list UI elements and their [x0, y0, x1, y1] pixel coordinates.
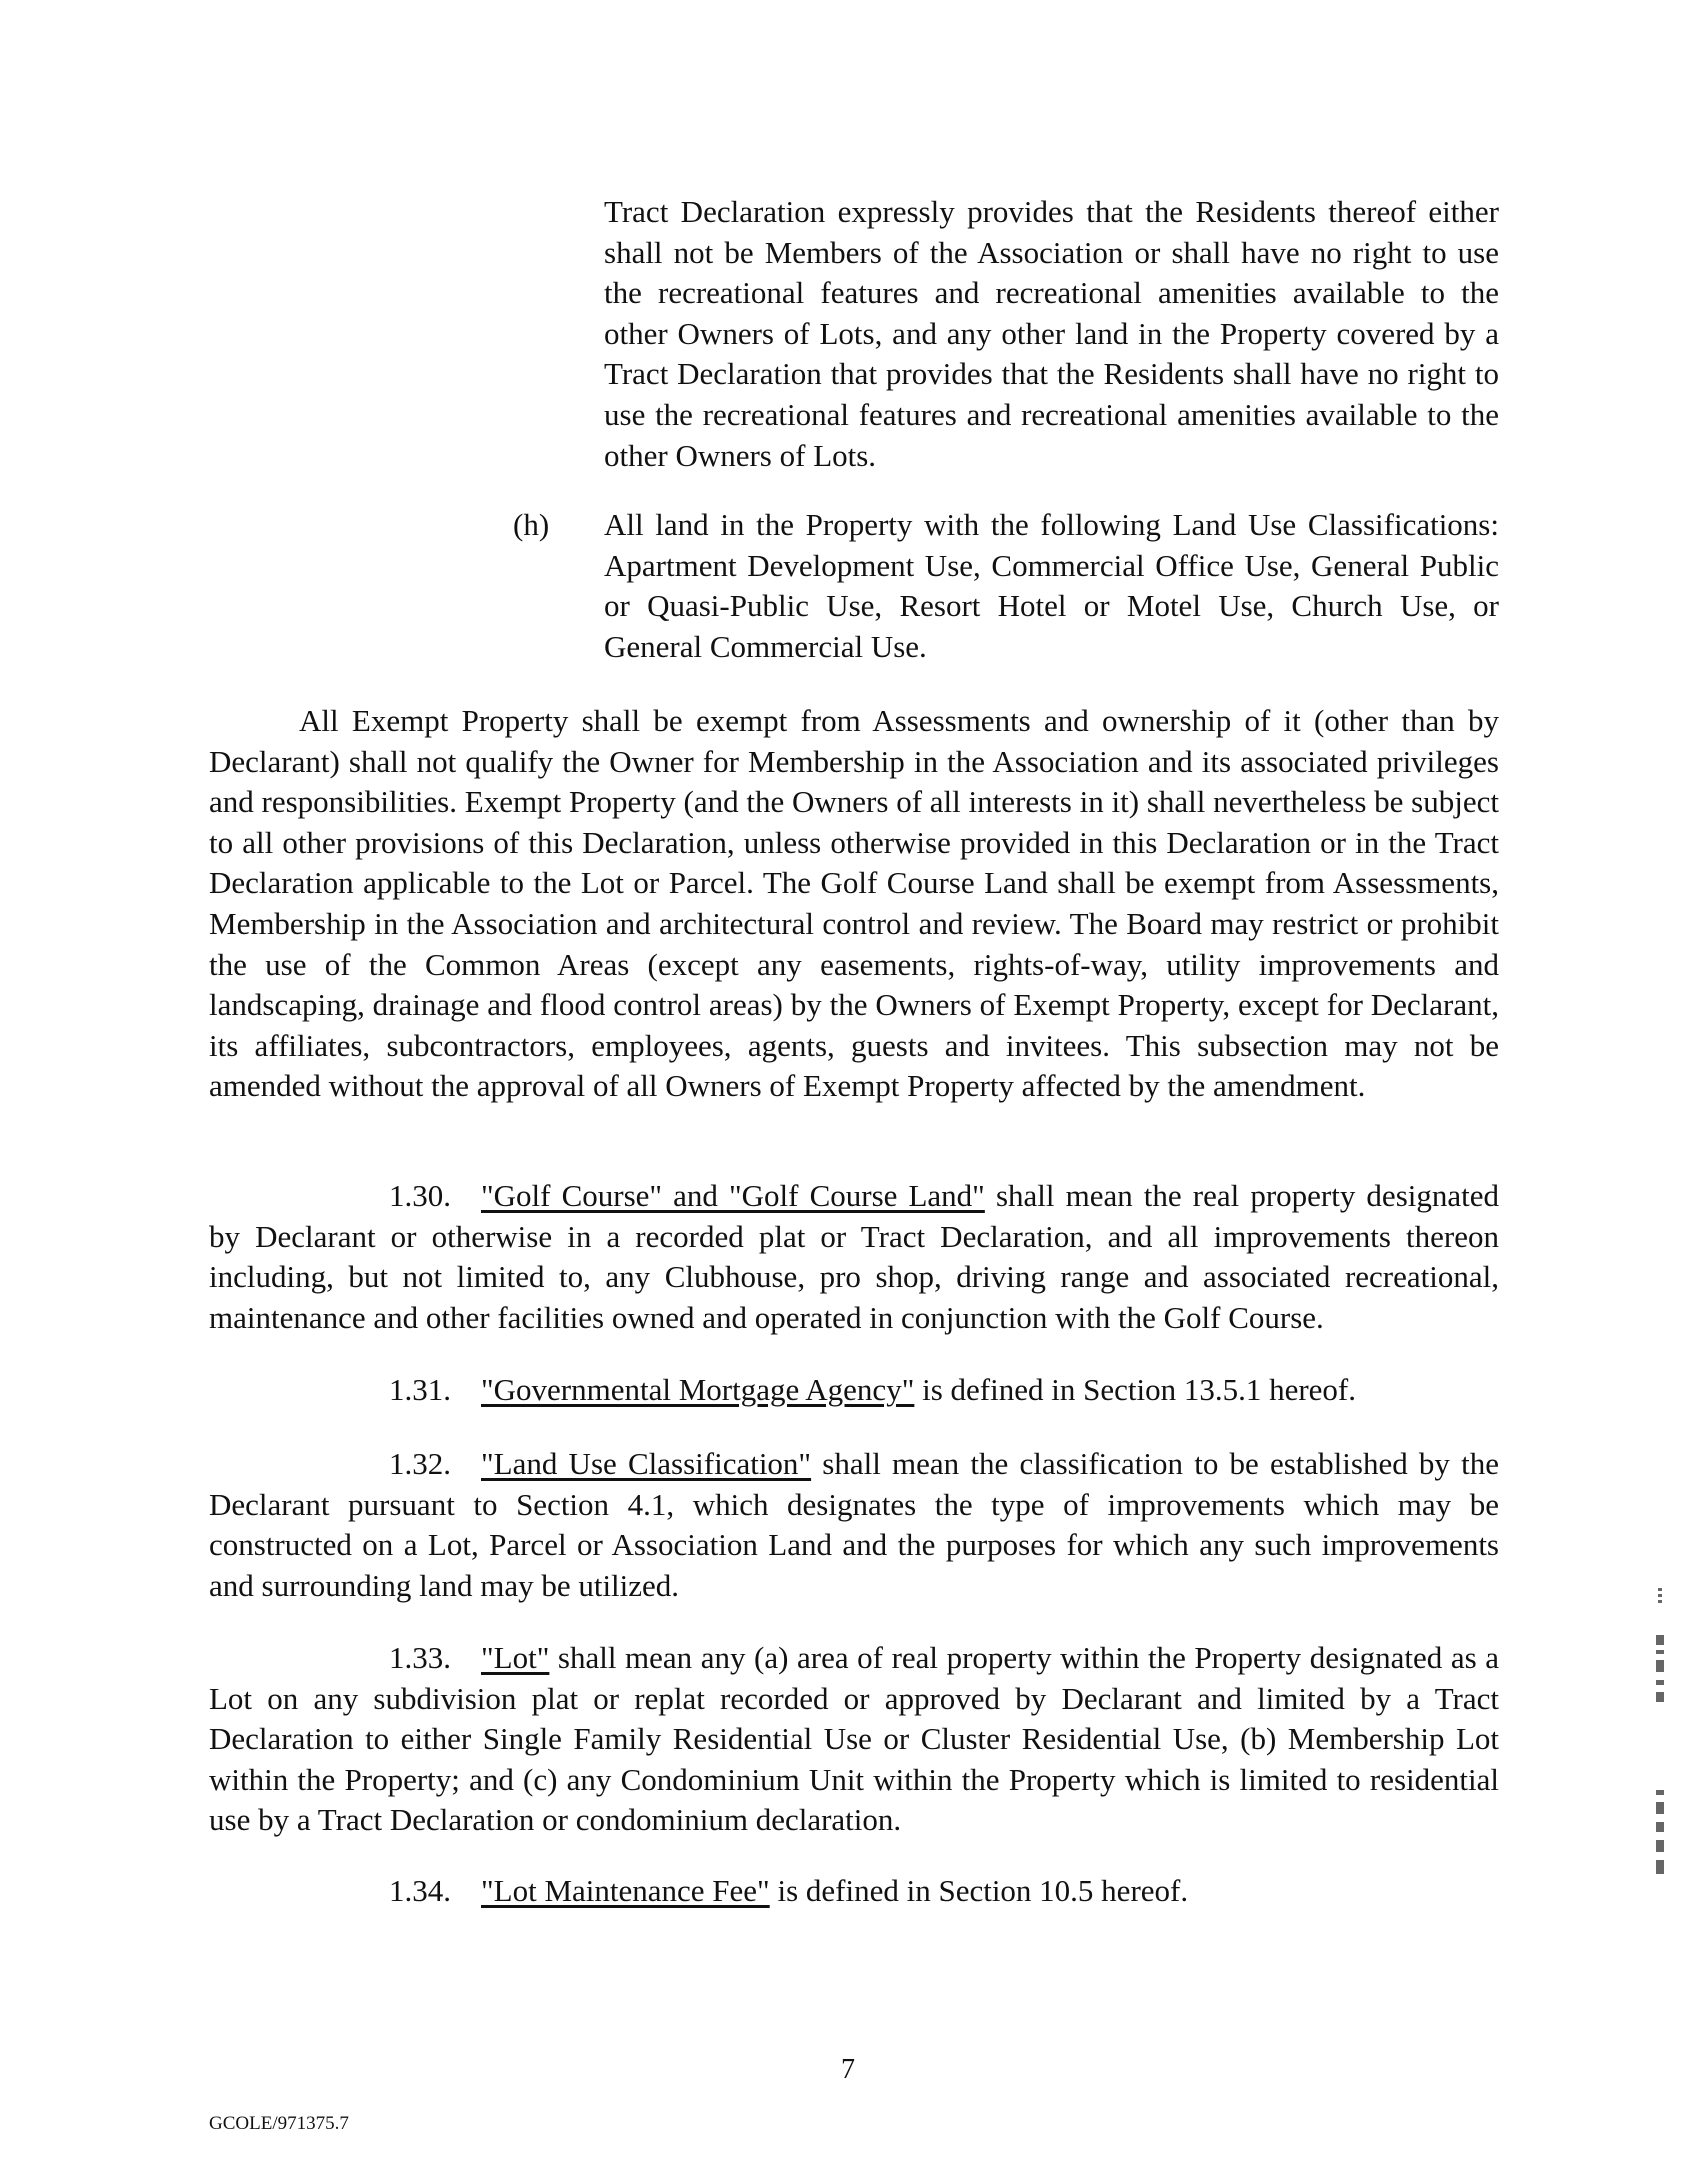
section-1-30 — [209, 1176, 1499, 1338]
section-number: 1.30. — [389, 1178, 451, 1213]
section-body: is defined in Section 13.5.1 hereof. — [914, 1372, 1357, 1407]
section-number: 1.31. — [389, 1372, 451, 1407]
defined-term: "Lot Maintenance Fee" — [481, 1873, 770, 1908]
list-item-text: All land in the Property with the following Land Use Classifications: Apartment Development Use, Commercial Office Use, General Public or Quasi-Public Use, Resort Hotel or Motel Use, Church Use, or General Commercial Use. — [604, 507, 1499, 664]
section-number: 1.32. — [389, 1446, 451, 1481]
list-item-marker: (h) — [513, 507, 550, 542]
page-number: 7 — [841, 2054, 855, 2085]
section-1-33 — [209, 1638, 1499, 1841]
exempt-property-paragraph: All Exempt Property shall be exempt from Assessments and ownership of it (other than by Declarant) shall not qualify the Owner for Membership in the Association and its associated privileges and responsibilities. Exempt Property (and the Owners of all interests in it) shall nevertheless be subject to all other provisions of this Declaration, unless otherwise provided in this Declaration or in the Tract Declaration applicable to the Lot or Parcel. The Golf Course Land shall be exempt from Assessments, Membership in the Association and architectural control and review. The Board may restrict or prohibit the use of the Common Areas (except any easements, rights-of-way, utility improvements and landscaping, drainage and flood control areas) by the Owners of Exempt Property, except for Declarant, its affiliates, subcontractors, employees, agents, guests and invitees. This subsection may not be amended without the approval of all Owners of Exempt Property affected by the amendment. — [209, 703, 1499, 1104]
defined-term: "Golf Course" and "Golf Course Land" — [481, 1178, 985, 1213]
section-number: 1.33. — [389, 1640, 451, 1675]
section-number: 1.34. — [389, 1873, 451, 1908]
continuation-paragraph: Tract Declaration expressly provides that the Residents thereof either shall not be Members of the Association or shall have no right to use the recreational features and recreational amenities available to the other Owners of Lots, and any other land in the Property covered by a Tract Declaration that provides that the Residents shall have no right to use the recreational features and recreational amenities available to the other Owners of Lots. — [604, 194, 1499, 473]
defined-term: "Lot" — [481, 1640, 550, 1675]
section-body: shall mean the classification to be established by the Declarant pursuant to Section 4.1, which designates the type of improvements which may be constructed on a Lot, Parcel or Association Land and the purposes for which any such improvements and surrounding land may be utilized. — [209, 1446, 1500, 1603]
scan-stamp-mark — [1650, 1580, 1672, 1920]
document-reference: GCOLE/971375.7 — [209, 2113, 349, 2134]
section-body: is defined in Section 10.5 hereof. — [769, 1873, 1189, 1908]
defined-term: "Governmental Mortgage Agency" — [481, 1372, 915, 1407]
section-1-34 — [209, 1871, 1499, 1912]
section-body: shall mean the real property designated by Declarant or otherwise in a recorded plat or Tract Declaration, and all improvements thereon including, but not limited to, any Clubhouse, pro shop, driving range and associated recreational, maintenance and other facilities owned and operated in conjunction with the Golf Course. — [209, 1178, 1499, 1335]
section-body: shall mean any (a) area of real property within the Property designated as a Lot on any subdivision plat or replat recorded or approved by Declarant and limited by a Tract Declaration to either Single Family Residential Use or Cluster Residential Use, (b) Membership Lot within the Property; and (c) any Condominium Unit within the Property which is limited to residential use by a Tract Declaration or condominium declaration. — [209, 1640, 1499, 1838]
defined-term: "Land Use Classification" — [481, 1446, 812, 1481]
section-1-32 — [209, 1444, 1499, 1606]
section-1-31 — [209, 1370, 1499, 1411]
